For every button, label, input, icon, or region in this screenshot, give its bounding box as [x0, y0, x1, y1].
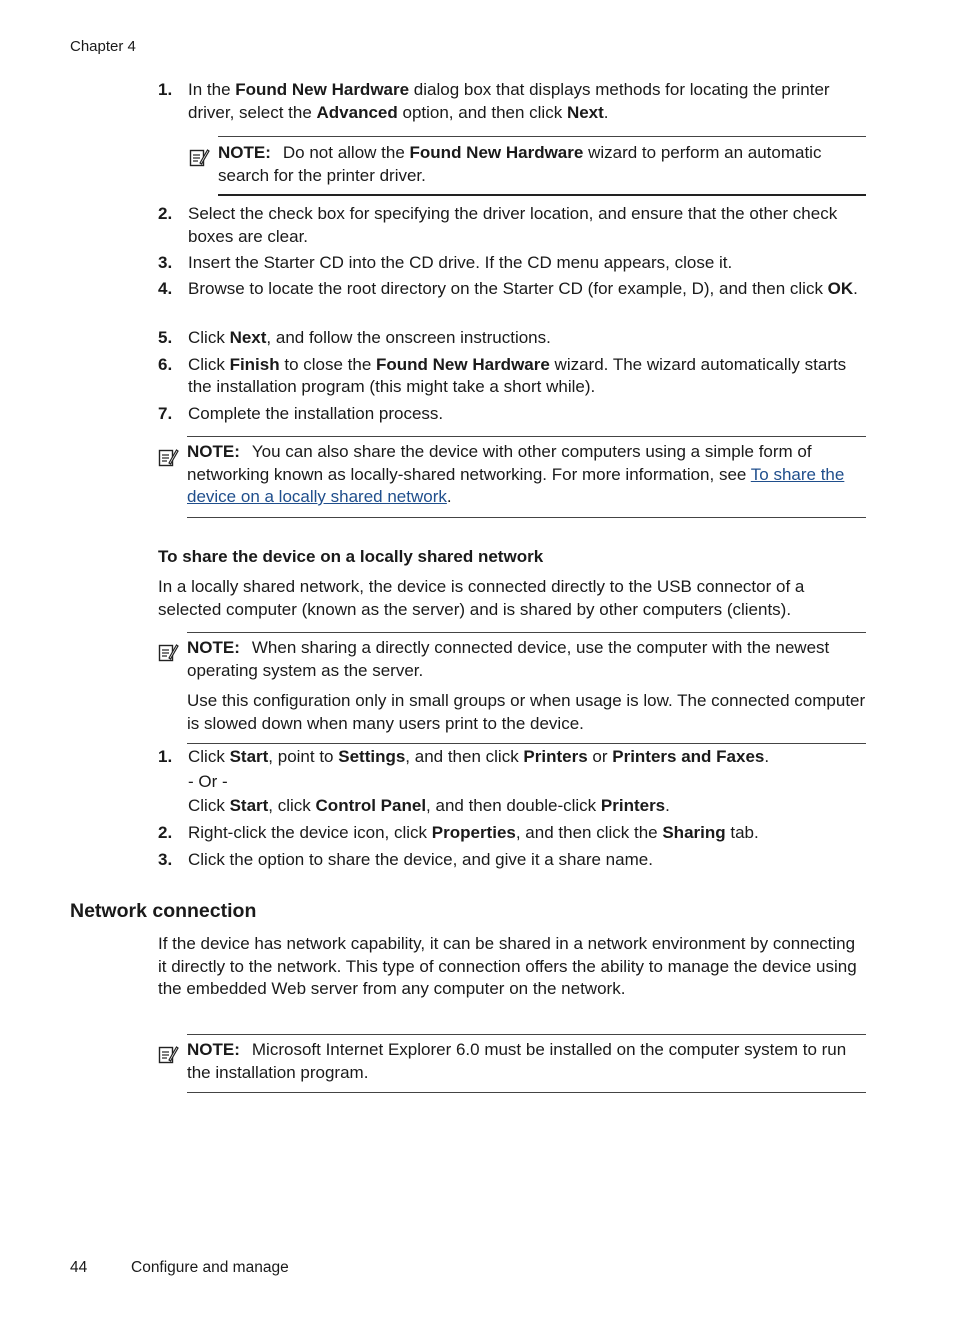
step-text: Select the check box for specifying the driver location, and ensure that the other check boxes are clear.: [188, 204, 838, 246]
step-number: 1.: [158, 80, 173, 99]
list-item: [158, 327, 868, 354]
step-number: 7.: [158, 403, 173, 423]
step-number: 3.: [158, 252, 173, 272]
list-item: [158, 354, 868, 403]
section-heading: To share the device on a locally shared network: [158, 547, 544, 566]
ui-term: Start: [229, 796, 269, 815]
note-box: [187, 1034, 866, 1093]
step-or-separator: - Or -: [188, 771, 228, 791]
list-item: [158, 822, 868, 849]
list-item: [158, 252, 868, 279]
section-intro-network: If the device has network capability, it can be shared in a network environment by connecting it directly to the network. This type of connection offers the ability to manage the device using the embedded Web server from any computer on the network.: [158, 934, 857, 998]
ui-term: Control Panel: [315, 796, 427, 815]
note-text: NOTE: Do not allow the Found New Hardware wizard to perform an automatic search for the printer driver.: [218, 143, 822, 185]
ui-term: Next: [229, 328, 267, 347]
ui-term: Found New Hardware: [376, 354, 550, 374]
page-number: 44: [70, 1259, 88, 1276]
ui-term: Properties: [431, 823, 516, 842]
note-label: NOTE:: [187, 442, 240, 461]
note-box: [187, 436, 866, 518]
list-item: [158, 203, 868, 246]
step-text: Click Finish to close the Found New Hardware wizard. The wizard automatically starts the installation program (this might take a short while).: [188, 354, 847, 396]
step-number: 2.: [158, 204, 173, 223]
ui-term: Start: [229, 747, 269, 766]
step-text: Complete the installation process.: [188, 403, 444, 423]
list-item: [158, 849, 868, 876]
note-icon: [157, 1043, 179, 1065]
step-number: 6.: [158, 354, 173, 374]
step-number: 3.: [158, 849, 173, 869]
step-text: In the Found New Hardware dialog box that displays methods for locating the printer driver, select the Advanced option, and then click Next.: [188, 80, 830, 122]
step-text: Click the option to share the device, and give it a share name.: [188, 849, 653, 869]
step-text: Insert the Starter CD into the CD drive. If the CD menu appears, close it.: [188, 252, 733, 272]
list-item: [158, 79, 868, 139]
step-text: Click Next, and follow the onscreen instructions.: [188, 328, 551, 347]
cross-reference-link[interactable]: To share the device on a locally shared network: [187, 464, 845, 506]
step-text-alt: Click Start, click Control Panel, and then double-click Printers.: [188, 796, 670, 815]
note-extra-text: Use this configuration only in small groups or when usage is low. The connected computer is slowed down when many users print to the device.: [187, 691, 866, 733]
steps-list-share: [158, 746, 868, 875]
ui-term: Settings: [338, 747, 406, 766]
footer-section: Configure and manage: [131, 1259, 289, 1276]
ui-term: OK: [827, 279, 854, 298]
step-number: 5.: [158, 328, 173, 347]
step-number: 4.: [158, 279, 173, 298]
step-text: Click Start, point to Settings, and then click Printers or Printers and Faxes.: [188, 747, 770, 766]
ui-term: Next: [566, 102, 604, 122]
note-label: NOTE:: [187, 1040, 240, 1059]
step-text: Browse to locate the root directory on the Starter CD (for example, D), and then click OK.: [188, 279, 858, 298]
ui-term: Advanced: [316, 102, 398, 122]
step-text: Right-click the device icon, click Properties, and then click the Sharing tab.: [188, 823, 759, 842]
note-box: [218, 136, 866, 196]
steps-list-install-cont: [158, 203, 868, 429]
list-item: [158, 278, 868, 327]
ui-term: Printers and Faxes: [612, 747, 765, 766]
note-icon: [188, 146, 210, 168]
list-item: [158, 746, 868, 822]
note-label: NOTE:: [187, 638, 240, 657]
chapter-header: Chapter 4: [70, 38, 136, 55]
section-heading-network: Network connection: [70, 900, 257, 922]
note-icon: [157, 446, 179, 468]
note-text: NOTE: When sharing a directly connected device, use the computer with the newest operating system as the server.: [187, 638, 830, 680]
ui-term: Sharing: [662, 823, 726, 842]
note-label: NOTE:: [218, 143, 271, 162]
step-number: 2.: [158, 823, 173, 842]
note-text: NOTE: Microsoft Internet Explorer 6.0 must be installed on the computer system to run the installation program.: [187, 1040, 847, 1082]
ui-term: Found New Hardware: [409, 143, 584, 162]
ui-term: Finish: [229, 354, 280, 374]
ui-term: Printers: [523, 747, 588, 766]
note-icon: [157, 641, 179, 663]
note-box: [187, 632, 866, 744]
step-number: 1.: [158, 747, 173, 766]
steps-list-install: [158, 79, 868, 139]
ui-term: Printers: [600, 796, 666, 815]
list-item: [158, 403, 868, 430]
note-text: NOTE: You can also share the device with other computers using a simple form of networking known as locally-shared networking. For more information, see To share the device on a locally shared network.: [187, 442, 845, 506]
ui-term: Found New Hardware: [235, 80, 410, 99]
section-intro: In a locally shared network, the device is connected directly to the USB connector of a selected computer (known as the server) and is shared by other computers (clients).: [158, 577, 805, 619]
